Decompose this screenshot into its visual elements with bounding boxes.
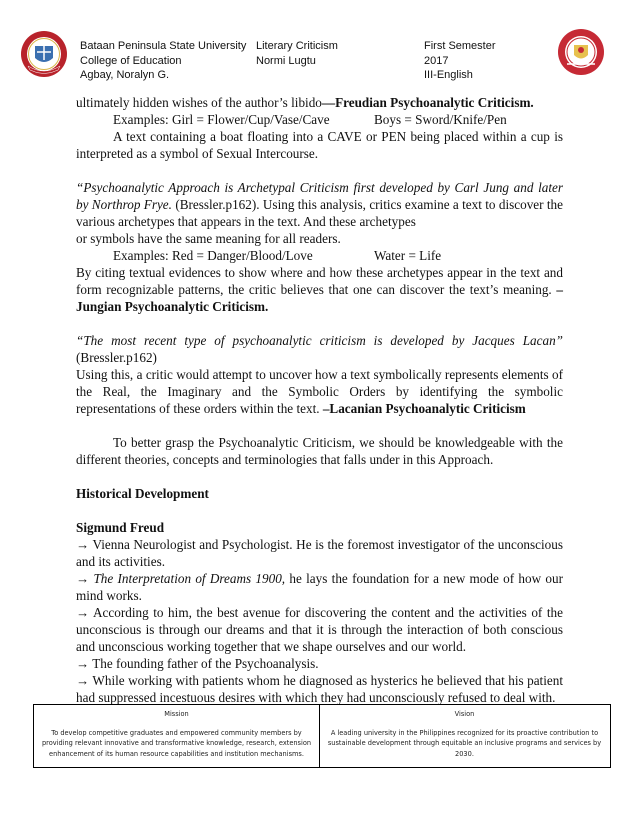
arrow-right-icon: → xyxy=(76,673,90,688)
lacan-citation: (Bressler.p162) xyxy=(76,350,157,365)
vision-box xyxy=(320,705,609,767)
freud-bullet-1: → Vienna Neurologist and Psychologist. He is the foremost investigator of the unconscious and its activities. xyxy=(76,537,563,569)
year: 2017 xyxy=(424,54,449,67)
mission-vision-footer xyxy=(33,704,611,768)
instructor-name: Normi Lugtu xyxy=(256,54,316,67)
mission-title: Mission xyxy=(164,710,189,718)
semester: First Semester xyxy=(424,40,496,52)
historical-development-heading: Historical Development xyxy=(76,486,209,501)
lacan-quote: “The most recent type of psychoanalytic criticism is developed by Jacques Lacan” xyxy=(76,333,563,348)
mission-text: To develop competitive graduates and empowered community members by providing relevant innovative and transformative knowledge, research, extension enhancement of its human resource capabilities and institution mechanisms. xyxy=(41,728,312,758)
symbol-paragraph: A text containing a boat floating into a CAVE or PEN being placed within a cup is interpreted as a symbol of Sexual Intercourse. xyxy=(76,129,563,161)
college-name: College of Education xyxy=(80,54,182,67)
arrow-right-icon: → xyxy=(76,537,90,552)
jung-quote-paragraph: “Psychoanalytic Approach is Archetypal Criticism first developed by Carl Jung and later by Northrop Frye. (Bressler.p162). Using this analysis, critics examine a text to discover the various archetypes that appears in the text. And these archetypes xyxy=(76,180,563,229)
section: III-English xyxy=(424,69,473,81)
author-name: Agbay, Noralyn G. xyxy=(80,69,170,81)
grasp-paragraph: To better grasp the Psychoanalytic Criticism, we should be knowledgeable with the different theories, concepts and terminologies that falls under in this Approach. xyxy=(76,435,563,467)
lacanian-label: –Lacanian Psychoanalytic Criticism xyxy=(322,401,526,416)
arrow-right-icon: → xyxy=(76,605,90,620)
university-seal-left-icon xyxy=(20,30,68,78)
freud-bullet-5: → While working with patients whom he diagnosed as hysterics he believed that his patient had suppressed incestuous desires with which they had unconsciously refused to deal with. xyxy=(76,673,563,705)
freud-bullet-4: → The founding father of the Psychoanalysis. xyxy=(76,656,319,671)
jungian-paragraph: By citing textual evidences to show where and how these archetypes appear in the text and form recognizable patterns, the critic believes that one can discover the text’s meaning. –Jungian Psychoanalytic Criticism. xyxy=(76,265,563,314)
freud-bullet-2: → The Interpretation of Dreams 1900, he lays the foundation for a new mode of how our mind works. xyxy=(76,571,563,603)
arrow-right-icon: → xyxy=(76,656,90,671)
freudian-paragraph: ultimately hidden wishes of the author’s libido—Freudian Psychoanalytic Criticism. xyxy=(76,95,534,110)
jung-quote: “Psychoanalytic Approach is Archetypal Criticism first developed by Carl Jung and later by Northrop Frye. xyxy=(76,180,563,212)
mission-box xyxy=(34,705,320,767)
freudian-label: —Freudian Psychoanalytic Criticism. xyxy=(321,95,534,110)
sigmund-freud-heading: Sigmund Freud xyxy=(76,520,165,535)
jungian-label: –Jungian Psychoanalytic Criticism. xyxy=(76,282,563,314)
lacan-quote-paragraph xyxy=(76,332,563,349)
header-left xyxy=(80,39,246,83)
course-title: Literary Criticism xyxy=(256,40,338,52)
jungian-examples: Examples: Red = Danger/Blood/Love Water = Life xyxy=(113,248,442,263)
arrow-right-icon: → xyxy=(76,571,90,586)
header-middle xyxy=(256,39,338,68)
freudian-examples: Examples: Girl = Flower/Cup/Vase/Cave Boys = Sword/Knife/Pen xyxy=(113,112,507,127)
freud-bullet-3: → According to him, the best avenue for discovering the content and the activities of the unconscious is through our dreams and that it is through the interaction of both conscious and unconscious working together that we shape ourselves and our world. xyxy=(76,605,563,654)
jung-quote-continuation: or symbols have the same meaning for all readers. xyxy=(76,231,341,246)
university-name: Bataan Peninsula State University xyxy=(80,40,247,52)
header-right xyxy=(424,39,496,83)
vision-title: Vision xyxy=(454,710,475,718)
lacanian-paragraph: Using this, a critic would attempt to uncover how a text symbolically represents elements of the Real, the Imaginary and the Symbolic Orders by identifying the symbolic representations of these orders within the text. –Lacanian Psychoanalytic Criticism xyxy=(76,367,563,416)
vision-text: A leading university in the Philippines recognized for its proactive contribution to sustainable development through equitable an inclusive programs and services by 2030. xyxy=(327,728,602,758)
document-body xyxy=(76,94,563,706)
university-seal-right-icon xyxy=(557,28,605,76)
